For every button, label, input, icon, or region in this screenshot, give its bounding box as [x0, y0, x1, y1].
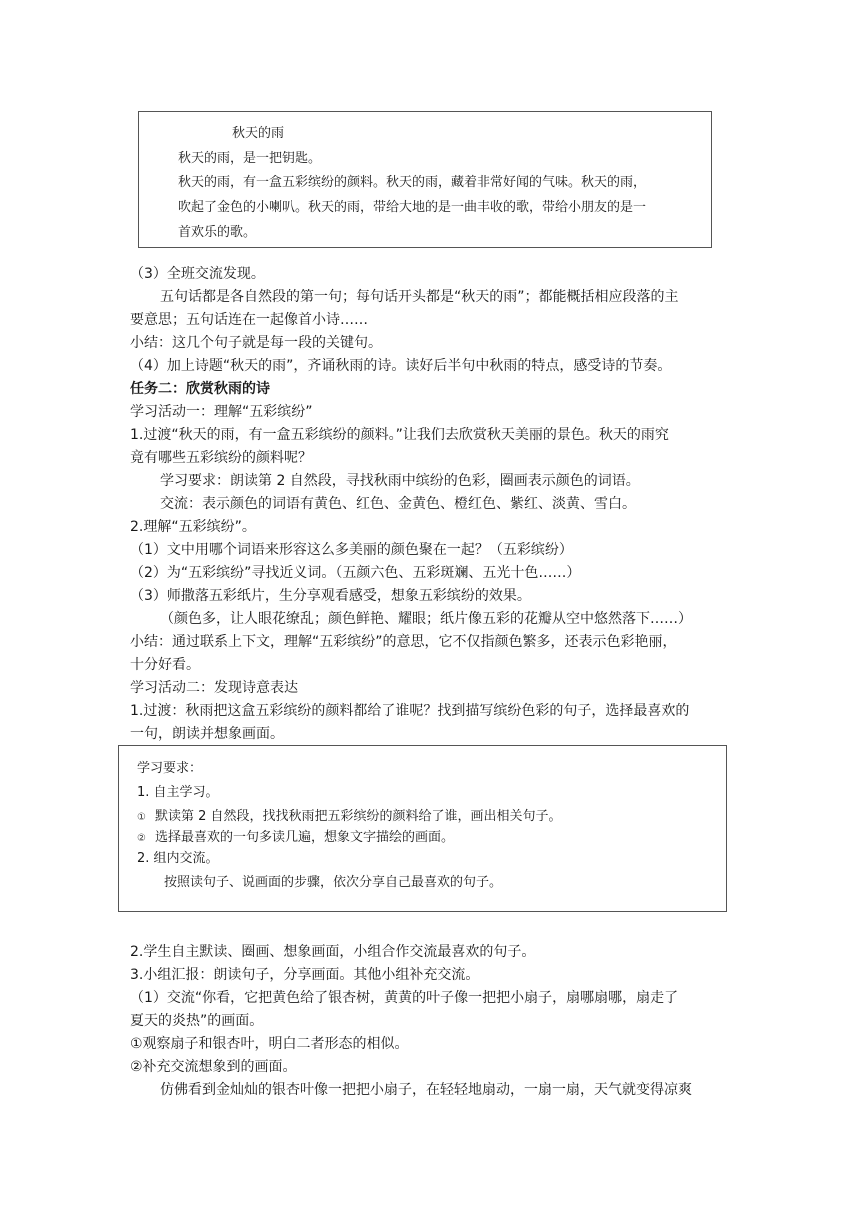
- activity-heading: 学习活动一：理解“五彩缤纷”: [130, 404, 313, 420]
- requirement-title: 学习要求：: [137, 761, 203, 776]
- paragraph: 竟有哪些五彩缤纷的颜料呢？: [130, 450, 312, 466]
- paragraph: 交流：表示颜色的词语有黄色、红色、金黄色、橙红色、紫红、淡黄、雪白。: [160, 496, 636, 512]
- paragraph: 1.过渡：秋雨把这盒五彩缤纷的颜料都给了谁呢？找到描写缤纷色彩的句子，选择最喜欢的: [130, 703, 690, 719]
- requirement-subitem: 按照读句子、说画面的步骤，依次分享自己最喜欢的句子。: [164, 875, 503, 890]
- paragraph: 十分好看。: [130, 657, 200, 673]
- poem-line: 吹起了金色的小喇叭。秋天的雨，带给大地的是一曲丰收的歌，带给小朋友的是一: [178, 200, 647, 215]
- requirement-item: 1. 自主学习。: [137, 785, 219, 800]
- paragraph: 仿佛看到金灿灿的银杏叶像一把把小扇子，在轻轻地扇动，一扇一扇，天气就变得凉爽: [160, 1082, 692, 1098]
- paragraph: （颜色多，让人眼花缭乱；颜色鲜艳、耀眼；纸片像五彩的花瓣从空中悠然落下……）: [160, 611, 692, 627]
- paragraph: （4）加上诗题“秋天的雨”，齐诵秋雨的诗。读好后半句中秋雨的特点，感受诗的节奏。: [130, 358, 672, 374]
- poem-title: 秋天的雨: [232, 126, 285, 141]
- paragraph: 小结：这几个句子就是每一段的关键句。: [130, 335, 382, 351]
- paragraph: 五句话都是各自然段的第一句；每句话开头都是“秋天的雨”；都能概括相应段落的主: [160, 289, 679, 305]
- paragraph: （1）文中用哪个词语来形容这么多美丽的颜色聚在一起？（五彩缤纷）: [130, 542, 573, 558]
- list-marker: ①: [137, 812, 146, 823]
- paragraph: 一句，朗读并想象画面。: [130, 726, 284, 742]
- paragraph: （3）师撒落五彩纸片，生分享观看感受，想象五彩缤纷的效果。: [130, 588, 531, 604]
- requirement-item: 2. 组内交流。: [137, 851, 219, 866]
- paragraph: ①观察扇子和银杏叶，明白二者形态的相似。: [130, 1036, 409, 1052]
- activity-heading: 学习活动二：发现诗意表达: [130, 680, 298, 696]
- requirement-subitem: ② 选择最喜欢的一句多读几遍，想象文字描绘的画面。: [137, 829, 454, 848]
- paragraph: （3）全班交流发现。: [130, 266, 265, 282]
- list-marker: ②: [137, 833, 146, 844]
- paragraph: （1）交流“你看，它把黄色给了银杏树，黄黄的叶子像一把把小扇子，扇哪扇哪，扇走了: [130, 990, 679, 1006]
- paragraph: 2.学生自主默读、圈画、想象画面，小组合作交流最喜欢的句子。: [130, 944, 536, 960]
- paragraph: 要意思；五句话连在一起像首小诗……: [130, 312, 368, 328]
- paragraph: 2.理解“五彩缤纷”。: [130, 519, 256, 535]
- paragraph: （2）为“五彩缤纷”寻找近义词。（五颜六色、五彩斑斓、五光十色……）: [130, 565, 581, 581]
- section-heading: 任务二：欣赏秋雨的诗: [130, 381, 270, 397]
- paragraph: 小结：通过联系上下文，理解“五彩缤纷”的意思，它不仅指颜色繁多，还表示色彩艳丽，: [130, 634, 677, 650]
- paragraph: 学习要求：朗读第 2 自然段，寻找秋雨中缤纷的色彩，圈画表示颜色的词语。: [160, 473, 640, 489]
- paragraph: 3.小组汇报：朗读句子，分享画面。其他小组补充交流。: [130, 967, 480, 983]
- paragraph: ②补充交流想象到的画面。: [130, 1059, 297, 1075]
- paragraph: 1.过渡“秋天的雨，有一盒五彩缤纷的颜料。”让我们去欣赏秋天美丽的景色。秋天的雨究: [130, 427, 669, 443]
- requirement-subitem: ① 默读第 2 自然段，找找秋雨把五彩缤纷的颜料给了谁，画出相关句子。: [137, 808, 562, 827]
- poem-line: 秋天的雨，是一把钥匙。: [178, 151, 322, 166]
- poem-line: 秋天的雨，有一盒五彩缤纷的颜料。秋天的雨，藏着非常好闻的气味。秋天的雨，: [178, 175, 647, 190]
- poem-line: 首欢乐的歌。: [178, 225, 257, 240]
- paragraph: 夏天的炎热”的画面。: [130, 1013, 264, 1029]
